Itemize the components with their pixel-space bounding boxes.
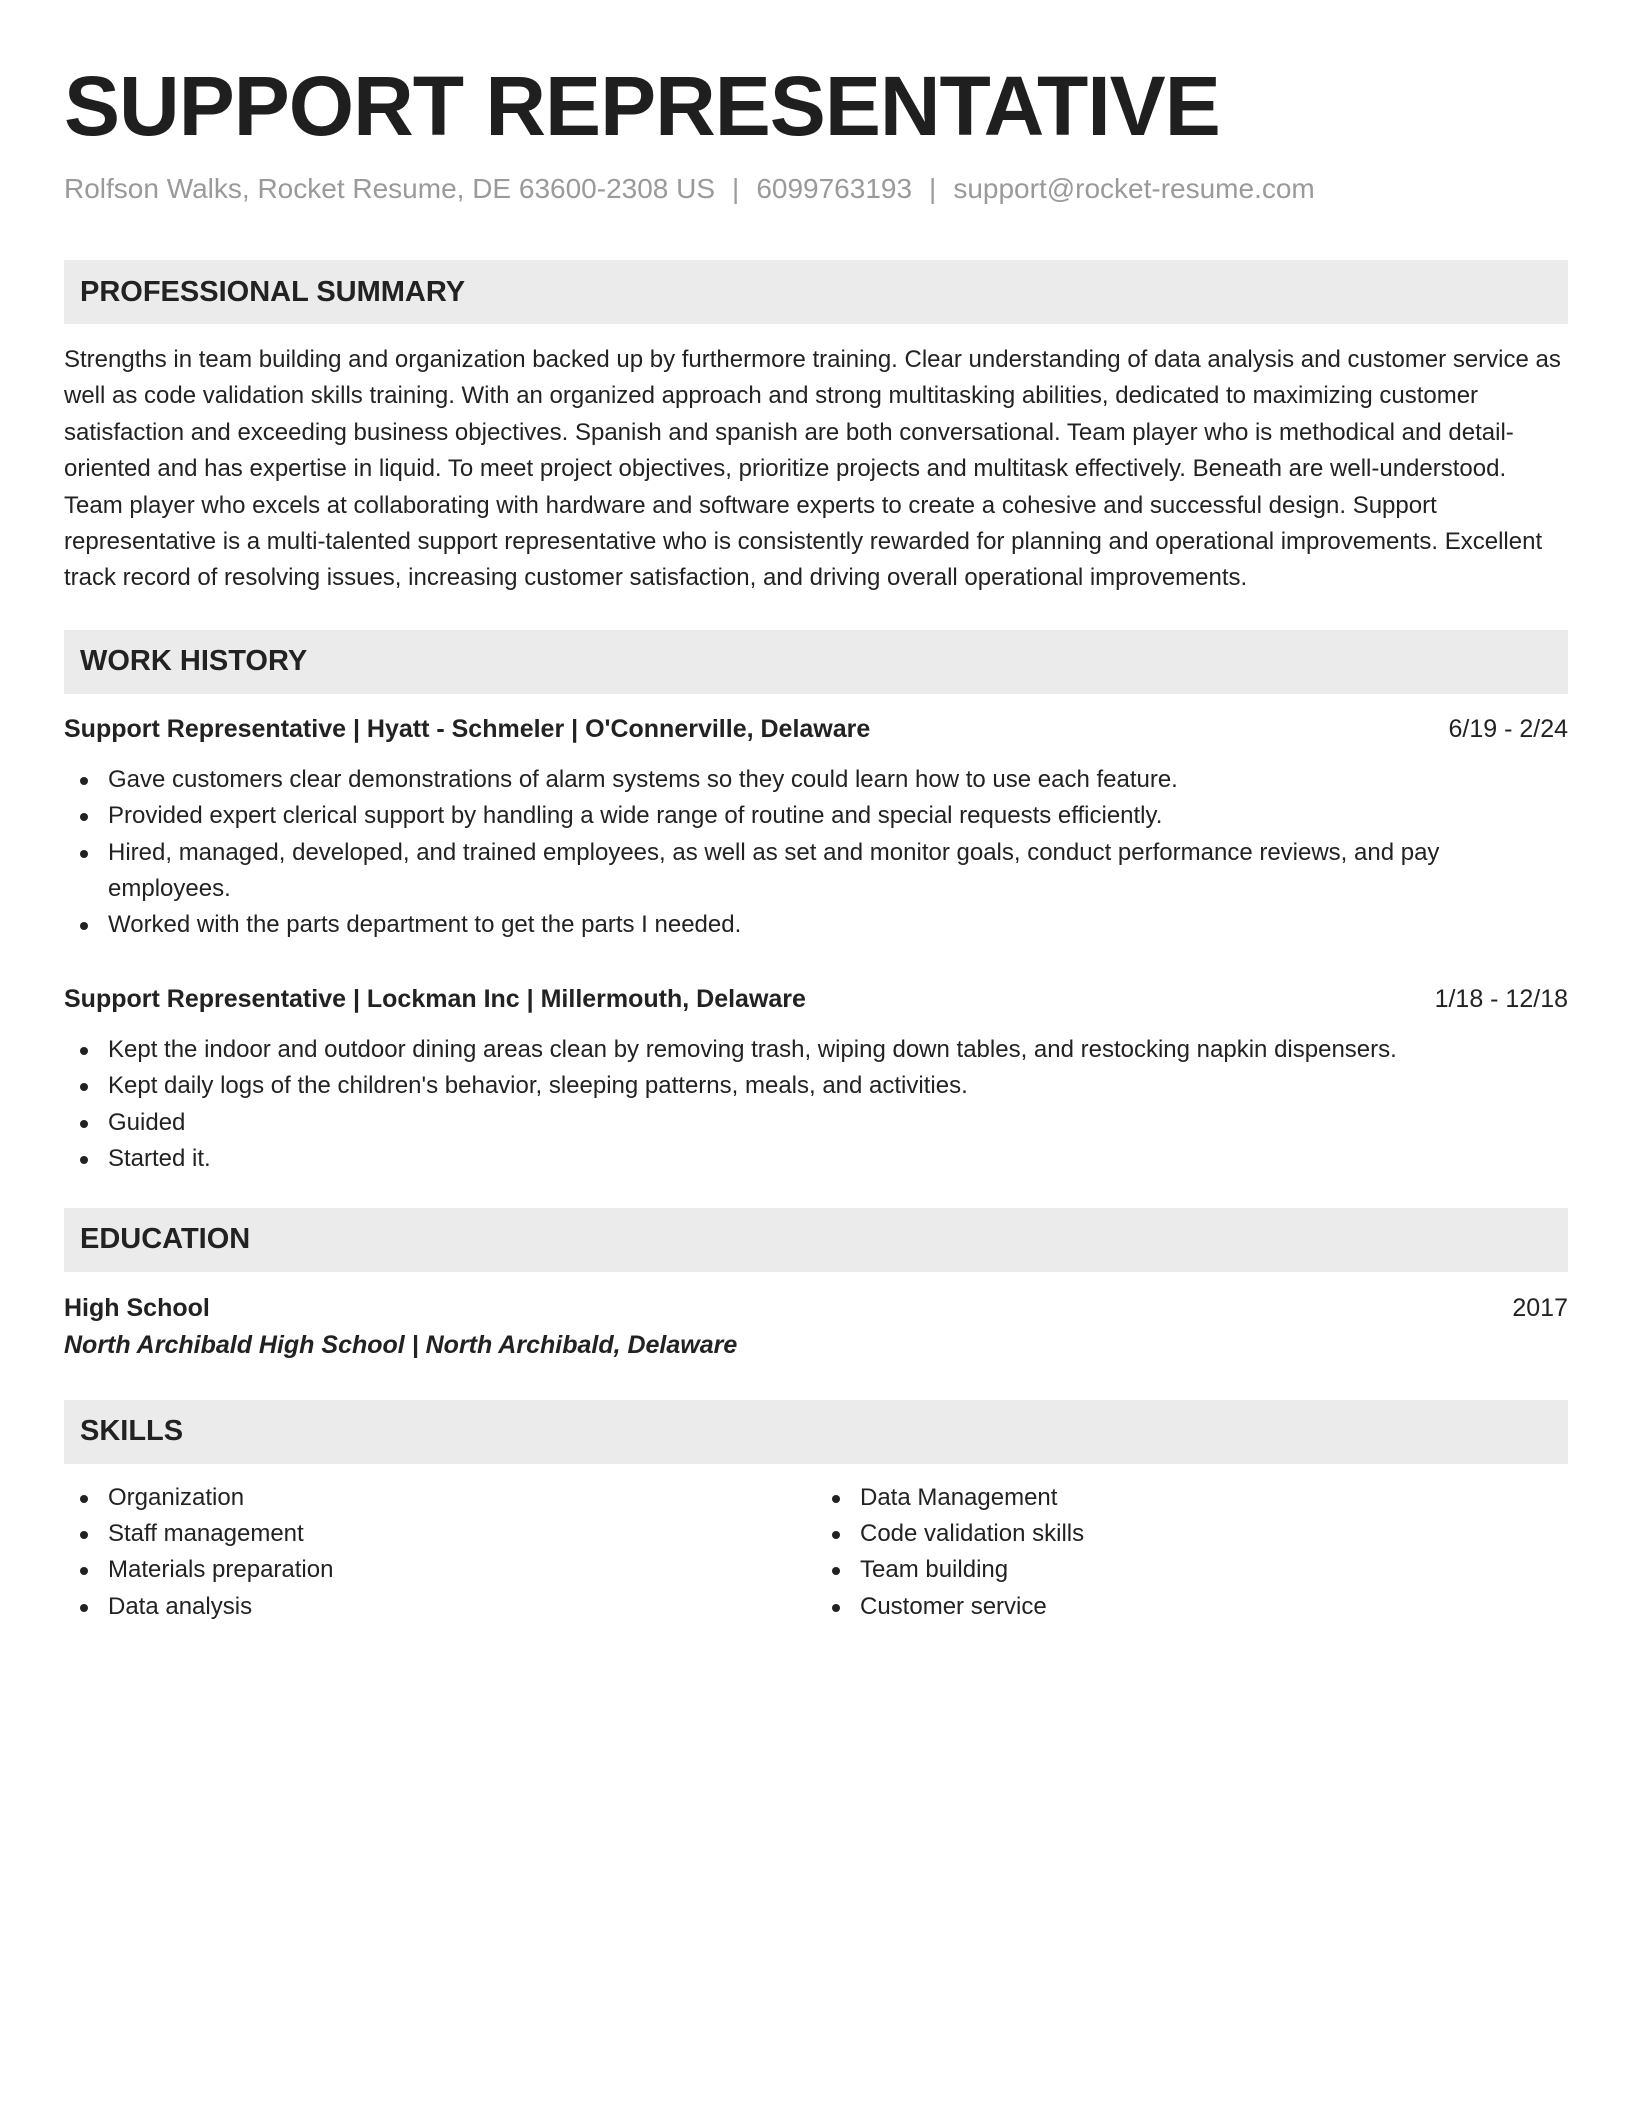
education-year: 2017: [1512, 1293, 1568, 1322]
skills-list: [816, 1480, 1568, 1626]
job-duty: Guided: [64, 1105, 1568, 1141]
job-header: [64, 712, 1568, 746]
contact-address: Rolfson Walks, Rocket Resume, DE 63600-2308 US: [64, 173, 716, 204]
job-duty: Kept the indoor and outdoor dining areas clean by removing trash, wiping down tables, and restocking napkin dispensers.: [64, 1032, 1568, 1068]
job-duty: Started it.: [64, 1141, 1568, 1177]
job-entry: [64, 712, 1568, 944]
contact-separator: |: [929, 173, 937, 204]
skill-item: Materials preparation: [64, 1552, 816, 1588]
contact-separator: |: [732, 173, 740, 204]
summary-text: Strengths in team building and organization backed up by furthermore training. Clear understanding of data analysis and customer service as well as code validation skills training. With an organized approach and strong multitasking abilities, dedicated to maximizing customer satisfaction and exceeding business objectives. Spanish and spanish are both conversational. Team player who is methodical and detail-oriented and has expertise in liquid. To meet project objectives, prioritize projects and multitask effectively. Beneath are well-understood. Team player who excels at collaborating with hardware and software experts to create a cohesive and successful design. Support representative is a multi-talented support representative who is consistently rewarded for planning and operational improvements. Excellent track record of resolving issues, increasing customer satisfaction, and driving overall operational improvements.: [64, 346, 1561, 592]
skill-item: Team building: [816, 1552, 1568, 1588]
summary-heading: PROFESSIONAL SUMMARY: [64, 260, 1568, 324]
skills-heading: SKILLS: [64, 1400, 1568, 1464]
resume-name: SUPPORT REPRESENTATIVE: [64, 59, 1220, 153]
skills-list: [64, 1480, 816, 1626]
job-dates: 1/18 - 12/18: [1434, 984, 1568, 1013]
job-duties-list: [64, 1032, 1568, 1178]
job-duty: Gave customers clear demonstrations of alarm systems so they could learn how to use each feature.: [64, 762, 1568, 798]
contact-phone: 6099763193: [756, 173, 913, 204]
contact-email: support@rocket-resume.com: [953, 173, 1315, 204]
skill-item: Organization: [64, 1480, 816, 1516]
job-duties-list: [64, 762, 1568, 944]
job-duty: Provided expert clerical support by handling a wide range of routine and special requests efficiently.: [64, 798, 1568, 834]
education-entry: [64, 1290, 1568, 1364]
education-heading: EDUCATION: [64, 1208, 1568, 1272]
job-header: [64, 982, 1568, 1016]
work-history-heading: WORK HISTORY: [64, 630, 1568, 694]
skill-item: Customer service: [816, 1589, 1568, 1625]
job-duty: Worked with the parts department to get the parts I needed.: [64, 907, 1568, 943]
job-duty: Kept daily logs of the children's behavior, sleeping patterns, meals, and activities.: [64, 1068, 1568, 1104]
education-degree: High School: [64, 1293, 210, 1322]
job-duty: Hired, managed, developed, and trained employees, as well as set and monitor goals, conduct performance reviews, and pay employees.: [64, 835, 1568, 908]
education-header: [64, 1290, 1568, 1326]
skill-item: Staff management: [64, 1516, 816, 1552]
skill-item: Data Management: [816, 1480, 1568, 1516]
skills-grid: [64, 1480, 1568, 1626]
job-entry: [64, 982, 1568, 1178]
skills-column-left: [64, 1480, 816, 1626]
skill-item: Data analysis: [64, 1589, 816, 1625]
job-title: Support Representative | Lockman Inc | Millermouth, Delaware: [64, 984, 806, 1013]
education-school: North Archibald High School | North Archibald, Delaware: [64, 1330, 738, 1359]
contact-line: [64, 172, 1568, 206]
job-title: Support Representative | Hyatt - Schmeler | O'Connerville, Delaware: [64, 714, 871, 743]
skill-item: Code validation skills: [816, 1516, 1568, 1552]
skills-column-right: [816, 1480, 1568, 1626]
job-dates: 6/19 - 2/24: [1448, 714, 1568, 743]
